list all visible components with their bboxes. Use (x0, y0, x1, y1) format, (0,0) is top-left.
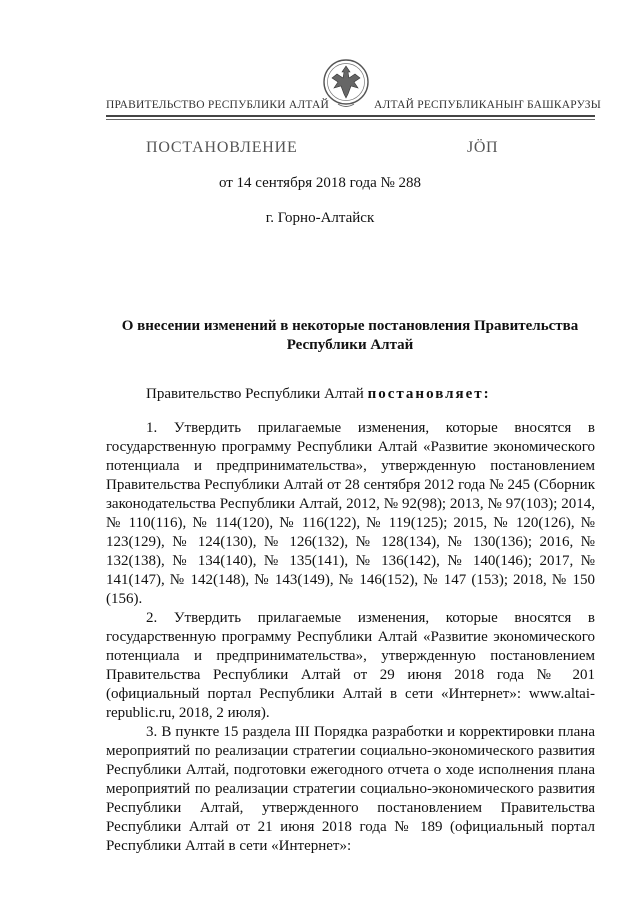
preamble-subject: Правительство Республики Алтай (146, 386, 364, 402)
paragraph-3: 3. В пункте 15 раздела III Порядка разработки и корректировки плана мероприятий по реализации стратегии социально-экономического развития Республики Алтай, подготовки ежегодного отчета о ходе исполнения плана мероприятий по реализации стратегии социально-экономического развития Республики Алтай, утвержденного постановлением Правительства Республики Алтай от 21 июня 2018 года № 189 (официальный портал Республики Алтай в сети «Интернет»: (106, 724, 595, 854)
date-and-number: от 14 сентября 2018 года № 288 (218, 175, 422, 191)
paragraph-1: 1. Утвердить прилагаемые изменения, которые вносятся в государственную программу Республики Алтай «Развитие экономического потенциала и предпринимательства», утвержденную постановлением Правительства Республики Алтай от 28 сентября 2012 года № 245 (Сборник законодательства Республики Алтай, 2012, № 92(98); 2013, № 97(103); 2014, № 110(116), № 114(120), № 116(122), № 119(125); 2015, № 120(126), № 123(129), № 124(130), № 126(132), № 128(134), № 130(136); 2016, № 132(138), № 134(140), № 135(141), № 136(142), № 140(146); 2017, № 141(147), № 142(148), № 143(149), № 146(152), № 147 (153); 2018, № 150 (156). (106, 420, 595, 607)
document-kind: ПОСТАНОВЛЕНИЕ (146, 139, 298, 156)
header-government-name: ПРАВИТЕЛЬСТВО РЕСПУБЛИКИ АЛТАЙ (106, 99, 330, 111)
document-kind-altai: JӦП (467, 139, 499, 156)
preamble (146, 386, 491, 403)
document-title: О внесении изменений в некоторые постановления Правительства Республики Алтай (121, 318, 579, 353)
city: г. Горно-Алтайск (265, 210, 375, 226)
header-divider-thin (106, 119, 595, 120)
preamble-verb: постановляет: (367, 386, 491, 402)
header-divider (106, 115, 595, 117)
header-government-name-altai: АЛТАЙ РЕСПУБЛИКАНЫҤ БАШКАРУЗЫ (374, 99, 601, 111)
paragraph-2: 2. Утвердить прилагаемые изменения, которые вносятся в государственную программу Республики Алтай «Развитие экономического потенциала и предпринимательства», утвержденную постановлением Правительства Республики Алтай от 29 июня 2018 года № 201 (официальный портал Республики Алтай в сети «Интернет»: www.altai-republic.ru, 2018, 2 июля). (106, 610, 595, 721)
document-body (106, 419, 595, 856)
